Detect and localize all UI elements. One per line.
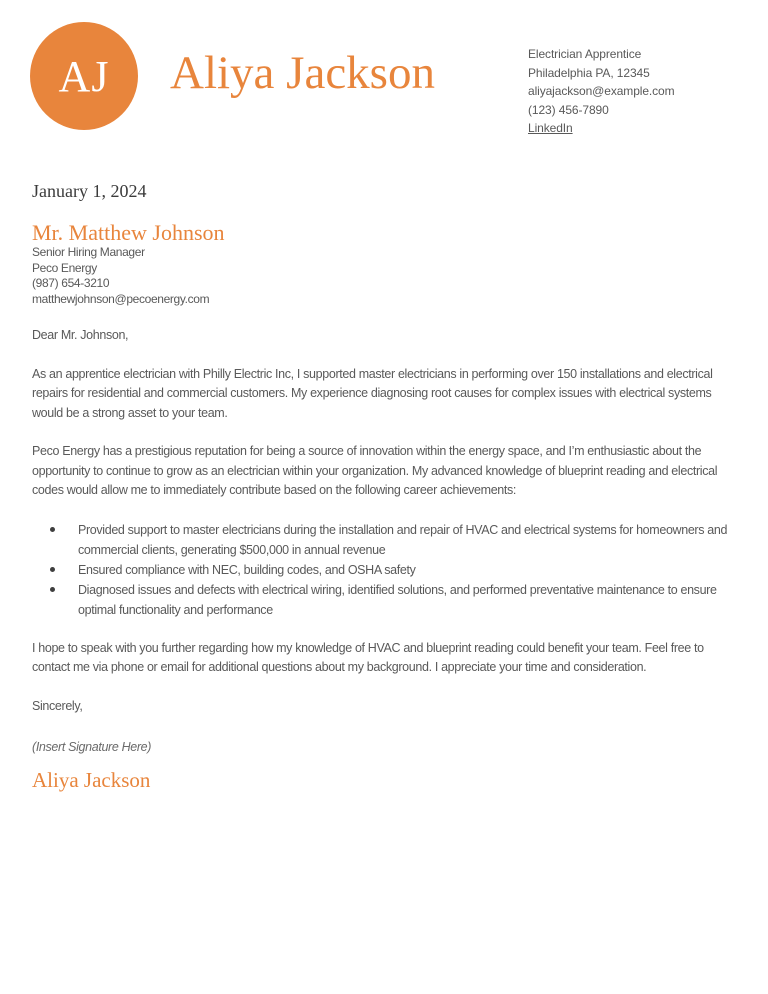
letter-body bbox=[0, 182, 768, 790]
recipient-phone: (987) 654-3210 bbox=[32, 276, 110, 290]
letter-date: January 1, 2024 bbox=[32, 181, 147, 201]
recipient-email: matthewjohnson@pecoenergy.com bbox=[32, 291, 210, 306]
signature-placeholder: (Insert Signature Here) bbox=[32, 740, 152, 754]
recipient-company: Peco Energy bbox=[32, 260, 97, 275]
monogram-avatar bbox=[30, 22, 138, 130]
contact-block bbox=[528, 45, 675, 138]
monogram-initials: AJ bbox=[58, 51, 110, 101]
achievements-list bbox=[32, 520, 736, 620]
linkedin-link[interactable]: LinkedIn bbox=[528, 121, 573, 135]
contact-phone: (123) 456-7890 bbox=[528, 102, 609, 117]
contact-email: aliyajackson@example.com bbox=[528, 84, 675, 98]
recipient-name: Mr. Matthew Johnson bbox=[32, 219, 225, 245]
recipient-details bbox=[32, 245, 736, 307]
recipient-title: Senior Hiring Manager bbox=[32, 245, 145, 259]
valediction: Sincerely, bbox=[32, 698, 83, 713]
contact-location: Philadelphia PA, 12345 bbox=[528, 65, 650, 80]
body-paragraph-2: Peco Energy has a prestigious reputation for being a source of innovation within the energy space, and I’m enthusiastic about the opportunity to continue to grow as an electrician within your organization. My advanced knowledge of blueprint reading and electrical codes would allow me to immediately contribute based on the following career achievements: bbox=[32, 444, 718, 497]
achievement-item: Diagnosed issues and defects with electrical wiring, identified solutions, and performed preventative maintenance to ensure optimal functionality and performance bbox=[32, 580, 736, 620]
header-name: Aliya Jackson bbox=[170, 47, 435, 99]
signature-name: Aliya Jackson bbox=[32, 767, 151, 792]
letter-header bbox=[0, 0, 768, 150]
contact-job-title: Electrician Apprentice bbox=[528, 47, 642, 61]
salutation: Dear Mr. Johnson, bbox=[32, 328, 129, 342]
closing-paragraph: I hope to speak with you further regarding how my knowledge of HVAC and blueprint reading could benefit your team. Feel free to contact me via phone or email for additional questions about my background. I appreciate your time and consideration. bbox=[32, 640, 704, 674]
body-paragraph-1: As an apprentice electrician with Philly Electric Inc, I supported master electricians in performing over 150 installations and electrical repairs for residential and commercial customers. My experience diagnosing root causes for complex issues with electrical systems would be a strong asset to your team. bbox=[32, 366, 713, 420]
achievement-item: Provided support to master electricians during the installation and repair of HVAC and electrical systems for homeowners and commercial clients, generating $500,000 in annual revenue bbox=[32, 520, 736, 560]
achievement-item: Ensured compliance with NEC, building codes, and OSHA safety bbox=[32, 560, 736, 580]
